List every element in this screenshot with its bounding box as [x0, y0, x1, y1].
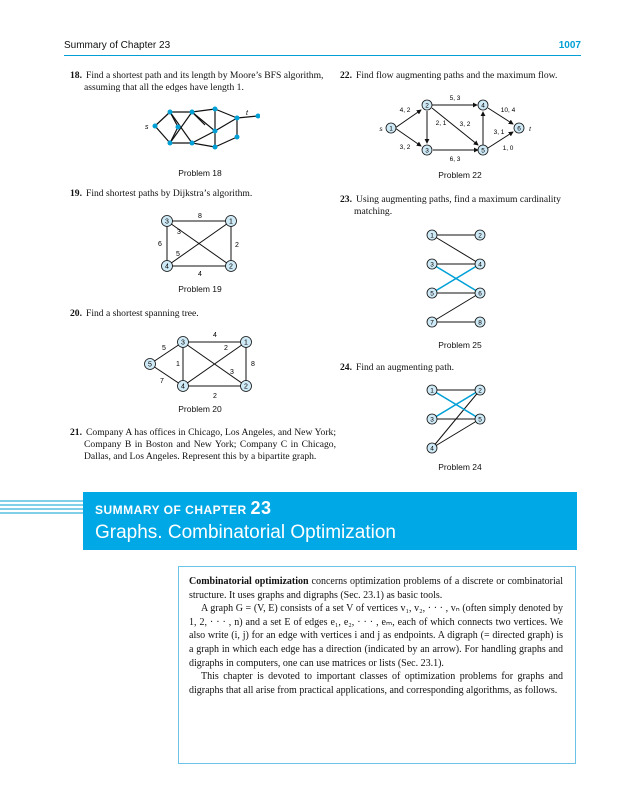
node-label: 2 [478, 232, 482, 240]
problem-text: Using augmenting paths, find a maximum cardinality matching. [354, 194, 561, 217]
summary-paragraph-1 [189, 575, 563, 602]
header-rule [64, 55, 581, 56]
summary-paragraph-2: A graph G = (V, E) consists of a set V of vertices v₁, v₂, · · · , vₙ (often simply denoted by 1, 2, · · · , n) and a set E of edges e₁, e₂, · · · , eₘ, each of which connects two vertices. We also write (i, j) for an edge with vertices i and j as endpoints. A digraph (= directed graph) is a graph in which each edge has a direction (indicated by an arrow). For handling graphs and digraphs in computers, one can use matrices or lists (Sec. 23.1). [189, 603, 563, 669]
node-label: 4 [181, 383, 185, 391]
problem-number: 19. [70, 188, 82, 199]
running-title: Summary of Chapter 23 [64, 40, 171, 51]
edge-weight: 3 [230, 369, 234, 376]
node-label: 1 [244, 339, 248, 347]
node-label: 2 [244, 383, 248, 391]
flow-label: 3, 1 [493, 129, 505, 136]
caption-problem-18: Problem 18 [178, 168, 222, 178]
problem-text: Company A has offices in Chicago, Los Angeles, and New York; Company B in Boston and New York; Company C in Chicago, Dallas, and Los Angeles. Represent this by a bipartite graph. [84, 427, 336, 462]
summary-text: concerns optimization problems of a discrete or combinatorial structure. It uses graphs and digraphs (Sec. 23.1) as basic tools. [189, 576, 563, 601]
node-label: 4 [430, 445, 434, 453]
flow-label: 3, 2 [459, 121, 471, 128]
edge-weight: 8 [198, 213, 202, 220]
node-label: 4 [165, 263, 169, 271]
edge-weight: 2 [224, 345, 228, 352]
edge-weight: 4 [198, 271, 202, 278]
flow-label: 5, 3 [449, 95, 461, 102]
banner-stripes [0, 498, 90, 522]
summary-title: Graphs. Combinatorial Optimization [95, 522, 396, 543]
sink-label: t [246, 110, 248, 117]
problem-23 [340, 194, 594, 218]
flow-label: 3, 2 [399, 144, 411, 151]
edge-weight: 2 [235, 242, 239, 249]
problem-text: Find flow augmenting paths and the maximum flow. [356, 70, 558, 81]
problem-19-graph [150, 210, 250, 280]
problem-text: Find an augmenting path. [356, 362, 455, 373]
node-label: 4 [478, 261, 482, 269]
problem-22-graph [375, 90, 535, 165]
node-label: 7 [430, 319, 434, 327]
node-label: 3 [165, 218, 169, 226]
edge-weight: 7 [160, 378, 164, 385]
problem-20-graph [140, 326, 265, 401]
edge-weight: 4 [213, 332, 217, 339]
node-label: 2 [478, 387, 482, 395]
problem-20 [70, 308, 320, 320]
problem-number: 18. [70, 70, 82, 81]
caption-problem-22: Problem 22 [438, 170, 482, 180]
edge-weight: 3 [177, 229, 181, 236]
problem-19 [70, 188, 320, 200]
node-label: 2 [229, 263, 233, 271]
caption-problem-25: Problem 25 [438, 340, 482, 350]
source-label: s [379, 126, 383, 133]
node-label: 6 [517, 125, 521, 133]
node-label: 6 [478, 290, 482, 298]
node-label: 4 [481, 102, 485, 110]
node-label: 5 [430, 290, 434, 298]
summary-term: Combinatorial optimization [189, 576, 309, 587]
node-label: 8 [478, 319, 482, 327]
problem-23-graph [420, 227, 500, 329]
node-label: 3 [425, 147, 429, 155]
problem-22 [340, 70, 580, 82]
node-label: 1 [389, 125, 393, 133]
flow-label: 1, 0 [502, 145, 514, 152]
flow-label: 6, 3 [449, 156, 461, 163]
caption-problem-20: Problem 20 [178, 404, 222, 414]
problem-18 [70, 70, 334, 94]
sink-label: t [529, 126, 531, 133]
flow-label: 10, 4 [500, 107, 516, 114]
problem-number: 20. [70, 308, 82, 319]
problem-text: Find a shortest path and its length by Moore’s BFS algorithm, assuming that all the edges have length 1. [84, 70, 324, 93]
node-label: 2 [425, 102, 429, 110]
edge-weight: 5 [162, 345, 166, 352]
edge-weight: 8 [251, 361, 255, 368]
problem-number: 22. [340, 70, 352, 81]
caption-problem-24: Problem 24 [438, 462, 482, 472]
node-label: 1 [430, 387, 434, 395]
problem-text: Find shortest paths by Dijkstra’s algorithm. [86, 188, 253, 199]
node-label: 3 [430, 261, 434, 269]
problem-number: 24. [340, 362, 352, 373]
problem-24-graph [420, 382, 500, 457]
node-label: 5 [478, 416, 482, 424]
summary-heading [95, 498, 272, 519]
problem-number: 23. [340, 194, 352, 205]
node-label: 5 [148, 361, 152, 369]
summary-banner [83, 492, 577, 550]
problem-text: Find a shortest spanning tree. [86, 308, 199, 319]
problem-21 [70, 427, 336, 463]
node-label: 3 [430, 416, 434, 424]
summary-box [178, 566, 576, 764]
node-label: 5 [481, 147, 485, 155]
caption-problem-19: Problem 19 [178, 284, 222, 294]
source-label: s [145, 124, 149, 131]
node-label: 1 [430, 232, 434, 240]
page-number: 1007 [558, 40, 581, 51]
summary-label: SUMMARY OF CHAPTER [95, 503, 247, 517]
node-label: 3 [181, 339, 185, 347]
chapter-number: 23 [250, 498, 272, 518]
flow-label: 4, 2 [399, 107, 411, 114]
problem-24 [340, 362, 580, 374]
problem-number: 21. [70, 427, 82, 438]
problem-18-graph [140, 105, 260, 160]
edge-weight: 5 [176, 251, 180, 258]
summary-paragraph-3: This chapter is devoted to important classes of optimization problems for graphs and digraphs that all arise from practical applications, and corresponding algorithms, as follows. [189, 671, 563, 696]
edge-weight: 2 [213, 393, 217, 400]
flow-label: 2, 1 [435, 120, 447, 127]
edge-weight: 6 [158, 241, 162, 248]
edge-weight: 1 [176, 361, 180, 368]
node-label: 1 [229, 218, 233, 226]
